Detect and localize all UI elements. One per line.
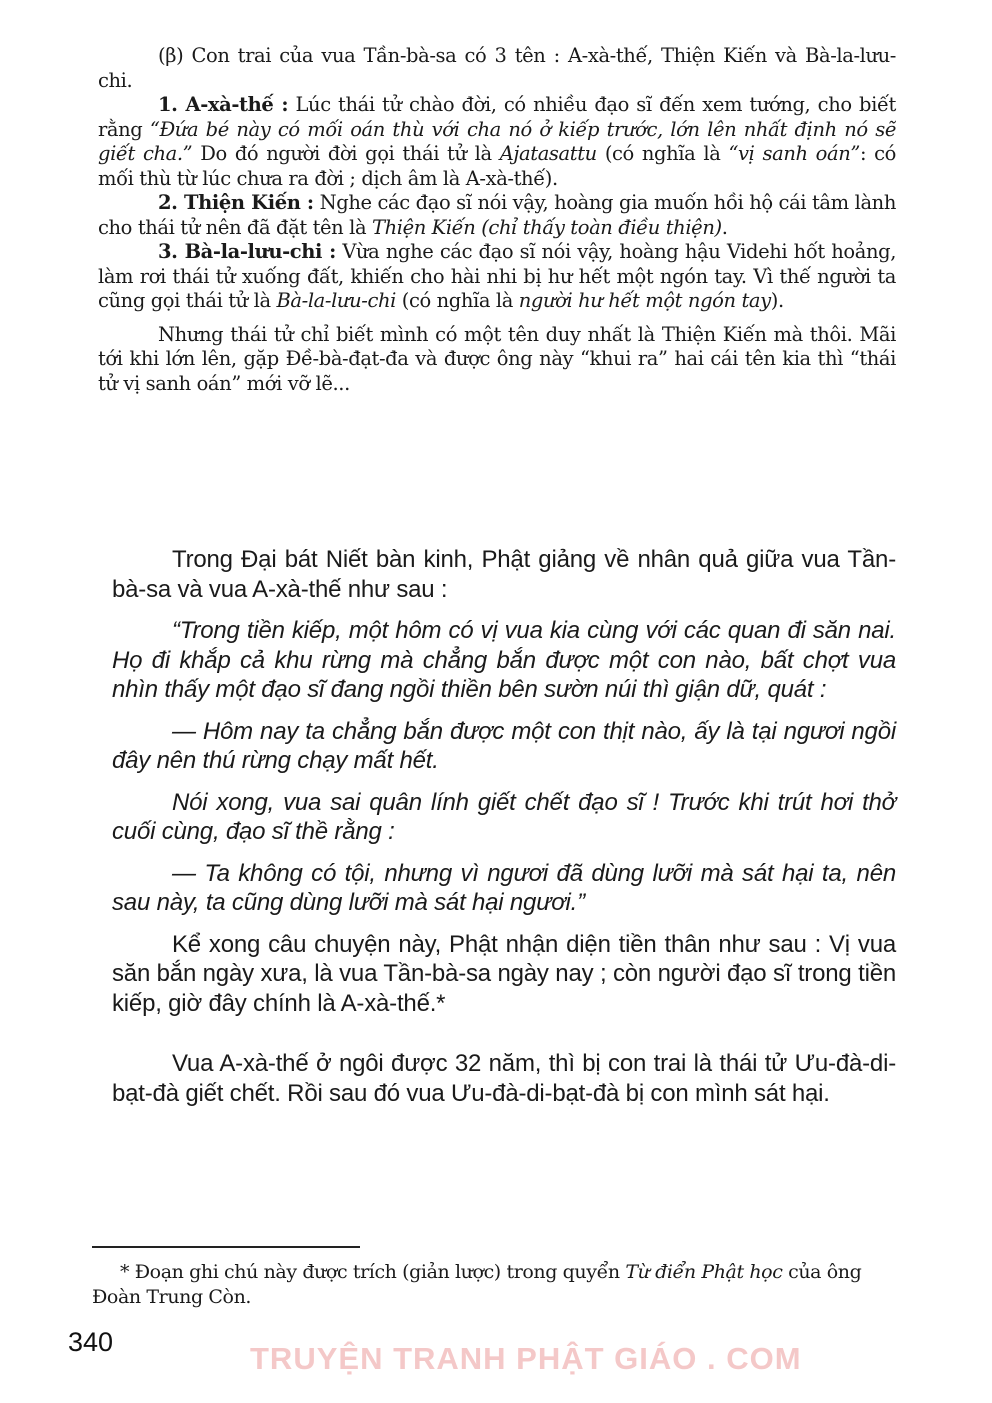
prophecy-quote: “Đứa bé này có mối oán thù với cha nó ở kiếp trước, lớn lên nhất định nó sẽ giết cha.” [98, 117, 897, 165]
page-number: 340 [68, 1327, 114, 1357]
item-label: 1. A-xà-thế : [158, 93, 289, 116]
names-intro: (β) Con trai của vua Tần-bà-sa có 3 tên : A-xà-thế, Thiện Kiến và Bà-la-lưu-chi. [98, 44, 896, 92]
note-section [98, 44, 896, 396]
item-label: 2. Thiện Kiến : [158, 191, 314, 214]
closing-paragraph: Nhưng thái tử chỉ biết mình có một tên duy nhất là Thiện Kiến mà thôi. Mãi tới khi lớn lên, gặp Đề-bà-đạt-đa và được ông này “khui ra” hai cái tên kia thì “thái tử vị sanh oán” mới vỡ lẽ... [98, 322, 896, 395]
paragraph-story: “Trong tiền kiếp, một hôm có vị vua kia cùng với các quan đi săn nai. Họ đi khắp cả khu rừng mà chẳng bắn được một con nào, bất chợt vua nhìn thấy một đạo sĩ đang ngồi thiền bên sườn núi thì giận dữ, quát : [112, 617, 896, 703]
paragraph-oath: — Ta không có tội, nhưng vì ngươi đã dùng lưỡi mà sát hại ta, nên sau này, ta cũng dùng lưỡi mà sát hại ngươi.” [112, 859, 896, 916]
name-item-2: 2. Thiện Kiến : Nghe các đạo sĩ nói vậy, hoàng gia muốn hồi hộ cái tâm lành cho thái tử nên đã đặt tên là Thiện Kiến (chỉ thấy toàn điều thiện). [98, 191, 896, 239]
paragraph-intro: Trong Đại bát Niết bàn kinh, Phật giảng về nhân quả giữa vua Tần-bà-sa và vua A-xà-thế như sau : [112, 546, 896, 603]
paragraph-king-speech: — Hôm nay ta chẳng bắn được một con thịt nào, ấy là tại ngươi ngồi đây nên thú rừng chạy mất hết. [112, 717, 896, 774]
main-section [112, 545, 896, 1108]
name-item-1: 1. A-xà-thế : Lúc thái tử chào đời, có nhiều đạo sĩ đến xem tướng, cho biết rằng “Đứa bé này có mối oán thù với cha nó ở kiếp trước, lớn lên nhất định nó sẽ giết cha.” Do đó người đời gọi thái tử là Ajatasattu (có nghĩa là “vị sanh oán”: có mối thù từ lúc chưa ra đời ; dịch âm là A-xà-thế). [98, 93, 897, 190]
footnote-divider [92, 1246, 360, 1248]
footnote: * Đoạn ghi chú này được trích (giản lược) trong quyển Từ điển Phật học của ông Đoàn Trung Còn. [92, 1261, 862, 1308]
paragraph-conclusion: Vua A-xà-thế ở ngôi được 32 năm, thì bị con trai là thái tử Ưu-đà-di-bạt-đà giết chết. Rồi sau đó vua Ưu-đà-di-bạt-đà bị con mình sát hại. [112, 1050, 896, 1107]
item-label: 3. Bà-la-lưu-chi : [158, 240, 336, 263]
book-title: Từ điển Phật học [625, 1261, 783, 1283]
watermark: TRUYỆN TRANH PHẬT GIÁO . COM [250, 1341, 802, 1376]
paragraph-identification: Kể xong câu chuyện này, Phật nhận diện tiền thân như sau : Vị vua săn bắn ngày xưa, là vua Tần-bà-sa ngày nay ; còn người đạo sĩ trong tiền kiếp, giờ đây chính là A-xà-thế.* [112, 930, 896, 1017]
name-item-3: 3. Bà-la-lưu-chi : Vừa nghe các đạo sĩ nói vậy, hoàng hậu Videhi hốt hoảng, làm rơi thái tử xuống đất, khiến cho hài nhi bị hư hết một ngón tay. Vì thế người ta cũng gọi thái tử là Bà-la-lưu-chi (có nghĩa là người hư hết một ngón tay). [98, 240, 896, 312]
paragraph-execution: Nói xong, vua sai quân lính giết chết đạo sĩ ! Trước khi trút hơi thở cuối cùng, đạo sĩ thề rằng : [112, 788, 896, 845]
